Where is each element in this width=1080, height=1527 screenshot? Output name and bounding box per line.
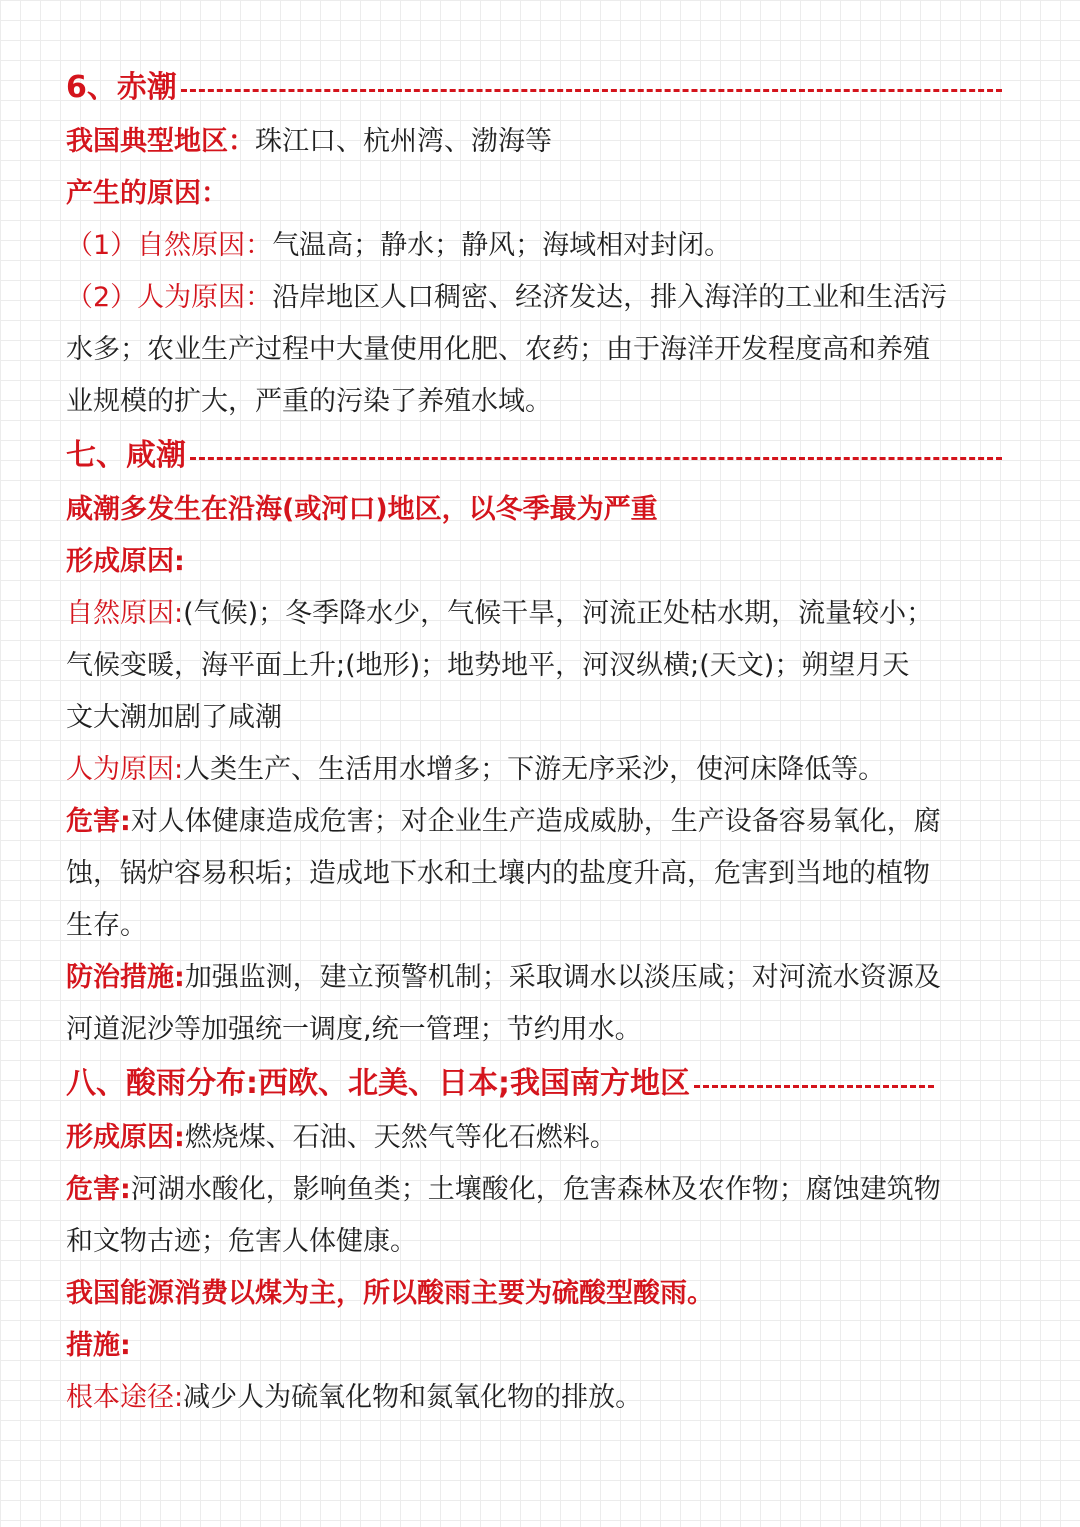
natural-cause-label: 自然原因: [66,598,184,629]
section-7-heading [66,428,1016,484]
acid-rain-note: 我国能源消费以煤为主，所以酸雨主要为硫酸型酸雨。 [66,1278,714,1309]
natural-cause-text: 气温高；静水；静风；海域相对封闭。 [272,230,732,261]
root-approach-label: 根本途径: [66,1382,184,1413]
formation-cause-label: 形成原因: [66,1122,185,1153]
harm-text: 对人体健康造成危害；对企业生产造成威胁，生产设备容易氧化，腐 [130,806,941,837]
section-6-heading [66,60,1016,116]
natural-cause-label: （1）自然原因： [66,230,273,261]
harm-text-cont: 蚀，锅炉容易积垢；造成地下水和土壤内的盐度升高，危害到当地的植物 [66,858,930,889]
measure-text-cont: 河道泥沙等加强统一调度,统一管理；节约用水。 [66,1014,642,1045]
region-text: 珠江口、杭州湾、渤海等 [255,126,552,157]
human-cause-label: 人为原因: [66,754,184,785]
natural-cause-line-2 [66,640,1016,692]
natural-cause-text: (气候)；冬季降水少，气候干旱，河流正处枯水期，流量较小； [183,598,934,629]
cause-label: 产生的原因： [66,178,228,209]
human-cause-label: （2）人为原因： [66,282,273,313]
human-cause-line [66,744,1016,796]
section-8-heading [66,1056,1016,1112]
root-approach-text: 减少人为硫氧化物和氮氧化物的排放。 [183,1382,643,1413]
measure-label: 防治措施: [66,962,185,993]
human-cause-text: 人类生产、生活用水增多；下游无序采沙，使河床降低等。 [183,754,886,785]
typical-region-line [66,116,1016,168]
human-cause-line-2 [66,324,1016,376]
harm-line-1 [66,796,1016,848]
section-6-title: 6、赤潮 [66,70,177,105]
dashed-divider [190,457,1002,460]
harm-label: 危害: [66,806,131,837]
section-7-title: 七、咸潮 [66,438,186,473]
section-8-title: 八、酸雨分布:西欧、北美、日本;我国南方地区 [66,1066,690,1101]
cause-heading-line [66,168,1016,220]
human-cause-text-cont: 业规模的扩大，严重的污染了养殖水域。 [66,386,552,417]
harm-text: 河湖水酸化，影响鱼类；土壤酸化，危害森林及农作物；腐蚀建筑物 [130,1174,941,1205]
natural-cause-line [66,588,1016,640]
formation-cause-text: 燃烧煤、石油、天然气等化石燃料。 [184,1122,617,1153]
dashed-divider [181,89,1002,92]
measure-label: 措施: [66,1330,131,1361]
acid-rain-cause-line [66,1112,1016,1164]
natural-cause-line [66,220,1016,272]
region-label: 我国典型地区： [66,126,255,157]
formation-cause-label: 形成原因: [66,546,185,577]
acid-rain-harm-line-1 [66,1164,1016,1216]
measure-line-1 [66,952,1016,1004]
harm-label: 危害: [66,1174,131,1205]
human-cause-line-3 [66,376,1016,428]
saltwater-intro: 咸潮多发生在沿海(或河口)地区，以冬季最为严重 [66,494,658,525]
human-cause-text: 沿岸地区人口稠密、经济发达，排入海洋的工业和生活污 [272,282,948,313]
measure-line-2 [66,1004,1016,1056]
formation-cause-heading [66,536,1016,588]
harm-line-3 [66,900,1016,952]
harm-text-cont: 和文物古迹；危害人体健康。 [66,1226,417,1257]
measure-text: 加强监测，建立预警机制；采取调水以淡压咸；对河流水资源及 [184,962,941,993]
natural-cause-text-cont: 文大潮加剧了咸潮 [66,702,282,733]
natural-cause-text-cont: 气候变暖，海平面上升;(地形)；地势地平，河汊纵横;(天文)；朔望月天 [66,650,910,681]
acid-rain-harm-line-2 [66,1216,1016,1268]
human-cause-text-cont: 水多；农业生产过程中大量使用化肥、农药；由于海洋开发程度高和养殖 [66,334,930,365]
harm-text-cont: 生存。 [66,910,147,941]
dashed-divider [694,1085,934,1088]
natural-cause-line-3 [66,692,1016,744]
human-cause-line-1 [66,272,1016,324]
harm-line-2 [66,848,1016,900]
acid-rain-measure-heading [66,1320,1016,1372]
notes-page [66,60,1016,1424]
root-approach-line [66,1372,1016,1424]
